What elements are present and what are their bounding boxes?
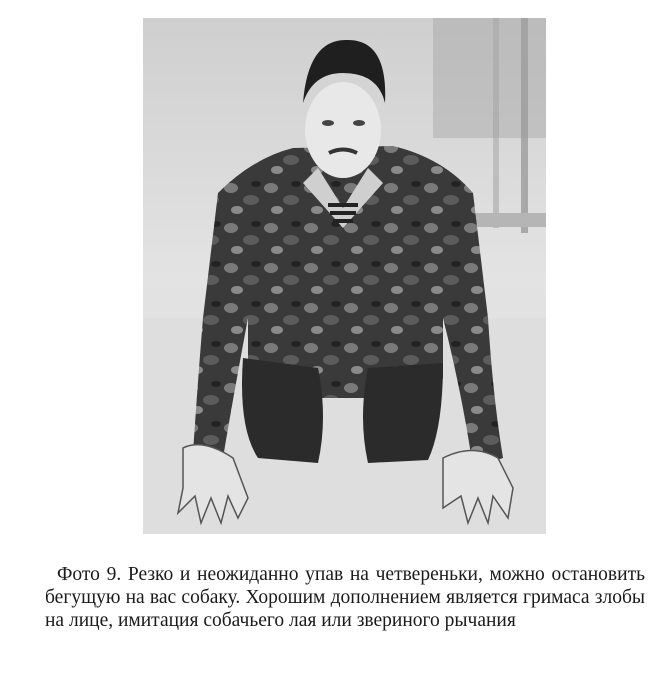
photo-caption: Фото 9. Резко и неожиданно упав на четвереньки, можно остановить бегущую на вас собаку. Хорошим дополнением является гримаса злобы на лице, имитация собачьего лая или звериного рычания (45, 564, 645, 631)
photo-figure (143, 18, 546, 534)
photo-image (143, 18, 546, 534)
